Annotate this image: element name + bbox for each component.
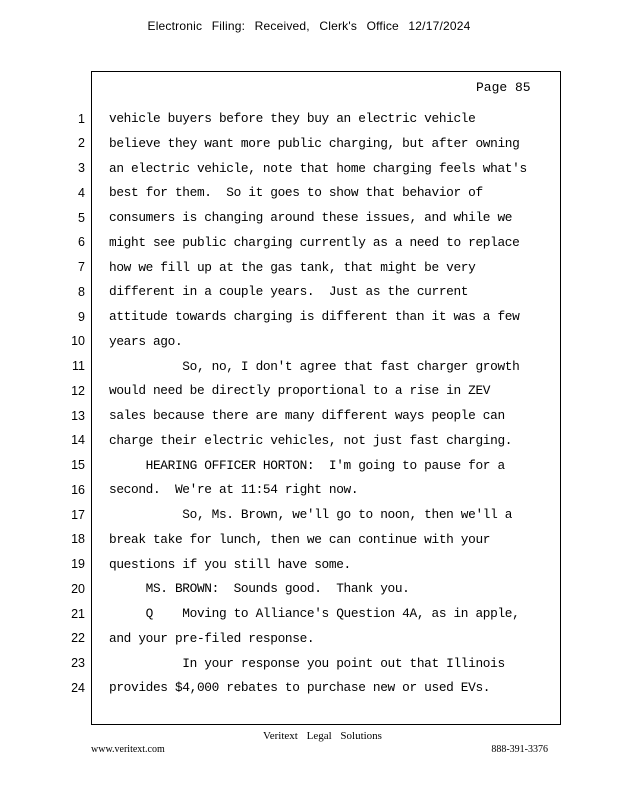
line-number: 10 [71,334,85,349]
footer-website: www.veritext.com [91,744,165,755]
filing-header: Electronic Filing: Received, Clerk's Office 12/17/2024 [147,19,471,33]
line-number: 2 [78,136,85,151]
transcript-line: how we fill up at the gas tank, that might be very [109,259,476,275]
line-number: 11 [72,359,85,373]
transcript-line: would need be directly proportional to a rise in ZEV [109,383,491,399]
line-number: 18 [71,532,85,547]
transcript-line: vehicle buyers before they buy an electric vehicle [109,111,476,126]
line-number: 4 [78,185,85,200]
page-number: Page 85 [476,80,531,95]
transcript-line: consumers is changing around these issues, and while we [109,210,513,225]
footer-phone: 888-391-3376 [491,744,548,755]
transcript-line: an electric vehicle, note that home charging feels what's [109,160,527,176]
transcript-line: questions if you still have some. [109,556,351,572]
footer-company: Veritext Legal Solutions [263,730,382,742]
line-number: 5 [78,210,85,225]
transcript-line: best for them. So it goes to show that behavior of [109,185,483,201]
line-number: 9 [78,309,85,324]
line-number: 19 [71,557,85,571]
line-number: 24 [71,680,85,695]
transcript-line: attitude towards charging is different than it was a few [109,309,520,324]
transcript-line: believe they want more public charging, but after owning [109,135,520,151]
line-number: 17 [71,507,85,522]
line-number: 3 [78,161,85,175]
transcript-line: So, no, I don't agree that fast charger growth [109,358,520,374]
line-number: 21 [71,606,85,621]
transcript-line: different in a couple years. Just as the current [109,284,469,300]
transcript-line: In your response you point out that Illinois [109,655,505,671]
line-number: 16 [71,482,85,497]
transcript-line: and your pre-filed response. [109,630,315,646]
transcript-line: second. We're at 11:54 right now. [109,482,359,498]
transcript-line: provides $4,000 rebates to purchase new or used EVs. [109,680,491,696]
transcript-line: years ago. [109,333,183,349]
line-number: 6 [78,235,85,250]
transcript-line: HEARING OFFICER HORTON: I'm going to pause for a [109,457,505,473]
line-number: 7 [78,260,85,274]
line-number: 8 [78,284,85,299]
transcript-line: Q Moving to Alliance's Question 4A, as in apple, [109,606,520,621]
transcript-line: MS. BROWN: Sounds good. Thank you. [109,581,410,597]
line-number: 20 [71,581,85,596]
transcript-line: sales because there are many different ways people can [109,408,505,423]
transcript-line: break take for lunch, then we can continue with your [109,531,491,547]
line-number: 22 [71,631,85,646]
line-number: 15 [71,458,85,472]
line-number: 13 [71,408,85,423]
line-number: 23 [71,656,85,670]
transcript-line: might see public charging currently as a need to replace [109,234,520,250]
line-number: 14 [71,433,85,448]
transcript-line: So, Ms. Brown, we'll go to noon, then we'll a [109,507,513,522]
line-number: 12 [71,383,85,398]
line-number: 1 [78,111,85,126]
transcript-line: charge their electric vehicles, not just fast charging. [109,432,513,448]
